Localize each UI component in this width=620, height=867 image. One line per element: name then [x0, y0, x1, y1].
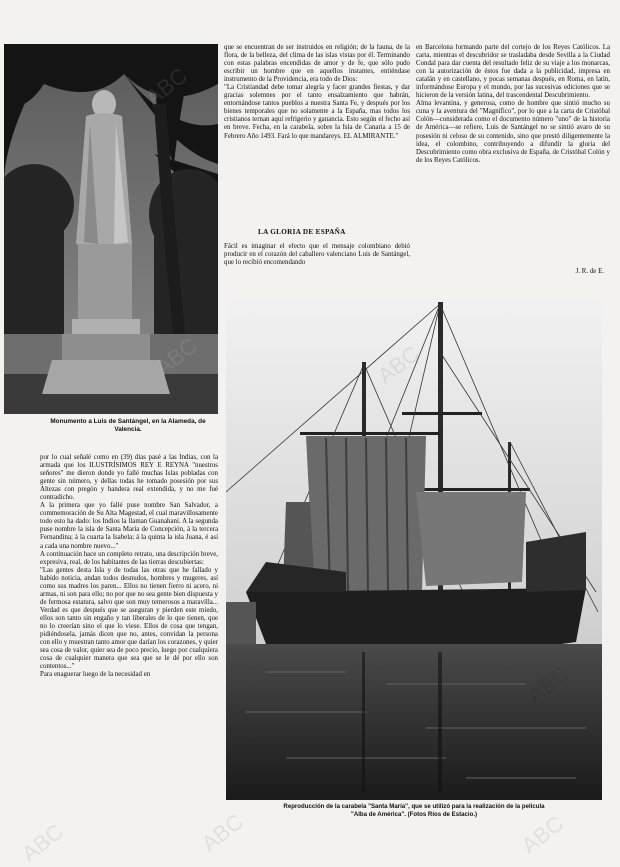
section-heading: LA GLORIA DE ESPAÑA — [258, 228, 346, 236]
monument-caption: Monumento a Luis de Santángel, en la Alameda, de Valencia. — [50, 418, 206, 433]
ship-caption-line-2: "Alba de América". (Fotos Ríos de Estacio.) — [350, 811, 478, 818]
watermark: ABC — [16, 818, 68, 867]
article-column-left-bottom: por lo cual señalé como en (39) días pasé a las Indias, con la armada que los ILUSTRÍSIMOS REY E REYNA "nuestros señores" me dieron donde yo fallé muchas Islas pobladas con gente sin número, y dellas todas he tomado posesión por sus Altezas con pregón y bandera real extendida, y no me fué contradicho. A la primera que yo fallé puse nombre San Salvador, a commemoración de Su Alta Magestad, el cual maravillosamente todo esto ha dado: los Indios la llaman Guanahaní. A la segunda puse nombre la isla de Santa María de Concepción, á la tercera Fernandina; á la cuarta la Isabela; á la quinta la isla Juana, é así a cada una nombre nuevo..." A continuación hace un completo retrato, una descripción breve, expresiva, real, de los habitantes de las tierras descubiertas: "Las gentes desta Isla y de todas las otras que he fallado y habido noticia, andan todos desnudos, hombres y mugeres, así como sus madres los paren... Ellos no tienen fierro ni acero, ni armas, ni son para ello; no por que no sea gente bien dispuesta y de fermosa estatura, salvo que son muy temerosos a maravilla... Verdad es que después que se aseguran y pierden este miedo, ellos son tanto sin engaño y tan liberales de lo que tienen, que no lo creerían sino el que lo viese. Ellos de cosa que tengan, pidiéndosela, jamás dicen que no, antes, convidan la persona con ello y muestran tanto amor que darían los corazones, y quier sea cosa de valor, quier sea de poco precio, luego por cualquiera cosa de cualquier manera que sea que se le dé por ello son contentos..." Para enaguerar luego de la necesidad en — [40, 454, 218, 679]
section-text: Fácil es imaginar el efecto que el mensaje colombiano debió producir en el corazón del caballero valenciano Luis de Santángel, que lo recibió encomendando — [224, 243, 410, 267]
ship-caption-line-1: Reproducción de la carabela "Santa María", que se utilizó para la realización de la película — [283, 803, 545, 810]
monument-illustration — [4, 44, 218, 414]
ship-illustration — [226, 292, 602, 800]
article-column-middle: que se encuentran de ser instruidos en religión; de la fauna, de la flora, de la belleza, del clima de las islas vistas por él. Terminando con estas palabras encendidas de amor y de fe, que sólo pudo escribir un hombre que en aquellos instantes, entiéndase instrumento de la Providencia, era todo de Dios: "La Cristiandad debe tomar alegría y facer grandes fiestas, y dar gracias solemnes por el tanto ensalzamiento que habrán, entornándose tantos pueblos a nuestra Santa Fe, y después por los bienes temporales que no solamente a la España, mas todos los cristianos ternan aquí refrigerio y ganancia. Esto según el fecho así en breve. Fecha, en la carabela, sobre la Isla de Canaria a 15 de Febrero Año 1493. Fará lo que mandareys. EL ALMIRANTE." — [224, 44, 410, 140]
monument-photo — [4, 44, 218, 414]
ship-photo — [226, 292, 602, 800]
article-column-right: en Barcelona formando parte del cortejo de los Reyes Católicos. La carta, mientras el descubridor se trasladaba desde Sevilla a la Ciudad Condal para dar cuenta del resultado feliz de su viaje a los monarcas, con la autorización de éstos fue dada a la publicidad, impresa en catalán y en castellano, y pocas semanas después, en Roma, en latín, informándose Europa y el mundo, por las sucesivas ediciones que se hicieron de la versión latina, del trascendental Descubrimiento. Alma levantina, y generosa, como de hombre que sintió mucho su cuna y la aventura del "Magnífico", por lo que a la carta de Cristóbal Colón—considerada como el documento número "uno" de la historia de América—se refiere, Luis de Santángel no se sintió avaro de su posesión ni celoso de su contenido, sino que prestó diligentemente la idea, el colombino, contribuyendo a difundir la gloria del Descubrimiento como obra exclusiva de España, de Cristóbal Colón y de los Reyes Católicos. — [416, 44, 610, 164]
watermark: ABC — [196, 808, 248, 857]
author-signature: J. R. de E. — [575, 268, 604, 275]
watermark: ABC — [516, 810, 568, 859]
